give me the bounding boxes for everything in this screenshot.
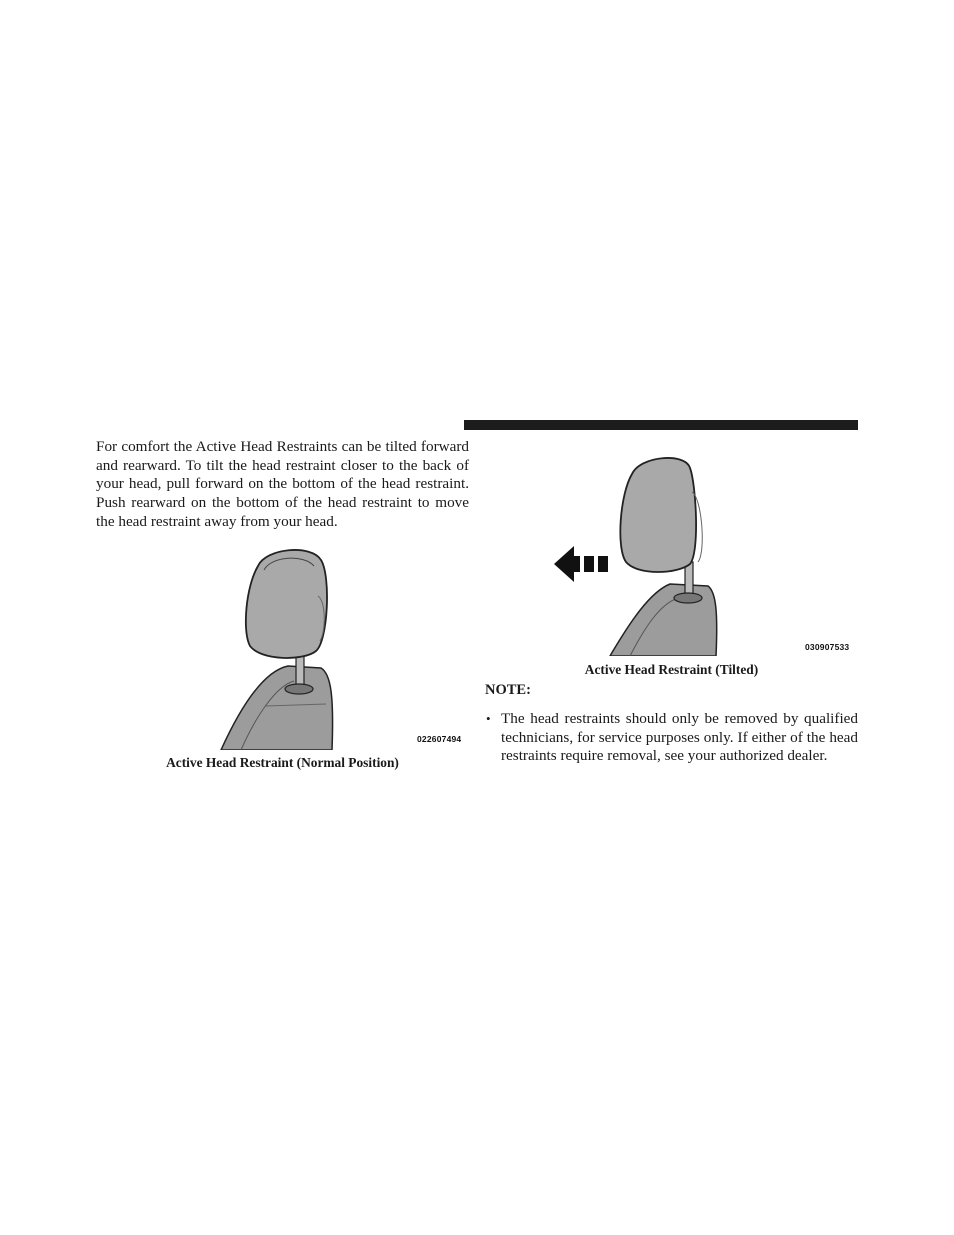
note-label: NOTE: bbox=[485, 682, 531, 698]
note-list bbox=[485, 710, 858, 766]
list-item bbox=[485, 710, 858, 766]
body-paragraph: For comfort the Active Head Restraints can be tilted forward and rearward. To tilt the head restraint closer to the back of your head, pull forward on the bottom of the head restraint. Push rearward on the bottom of the head restraint to move the head restraint away from your head. bbox=[96, 438, 469, 530]
figure-normal-position bbox=[186, 546, 468, 750]
forward-arrow-icon bbox=[554, 546, 608, 582]
figure-normal-code: 022607494 bbox=[417, 734, 462, 744]
note-item-text: The head restraints should only be removed by qualified technicians, for service purposes only. If either of the head restraints require removal, see your authorized dealer. bbox=[501, 710, 858, 765]
head-restraint-normal-illustration bbox=[186, 546, 468, 750]
section-rule-bar bbox=[464, 420, 858, 430]
figure-normal-caption: Active Head Restraint (Normal Position) bbox=[166, 755, 399, 770]
bullet-icon: • bbox=[486, 711, 491, 726]
head-restraint-tilted-illustration bbox=[540, 452, 858, 656]
figure-tilted bbox=[540, 452, 858, 656]
figure-tilted-code: 030907533 bbox=[805, 642, 850, 652]
figure-tilted-caption: Active Head Restraint (Tilted) bbox=[584, 662, 759, 677]
